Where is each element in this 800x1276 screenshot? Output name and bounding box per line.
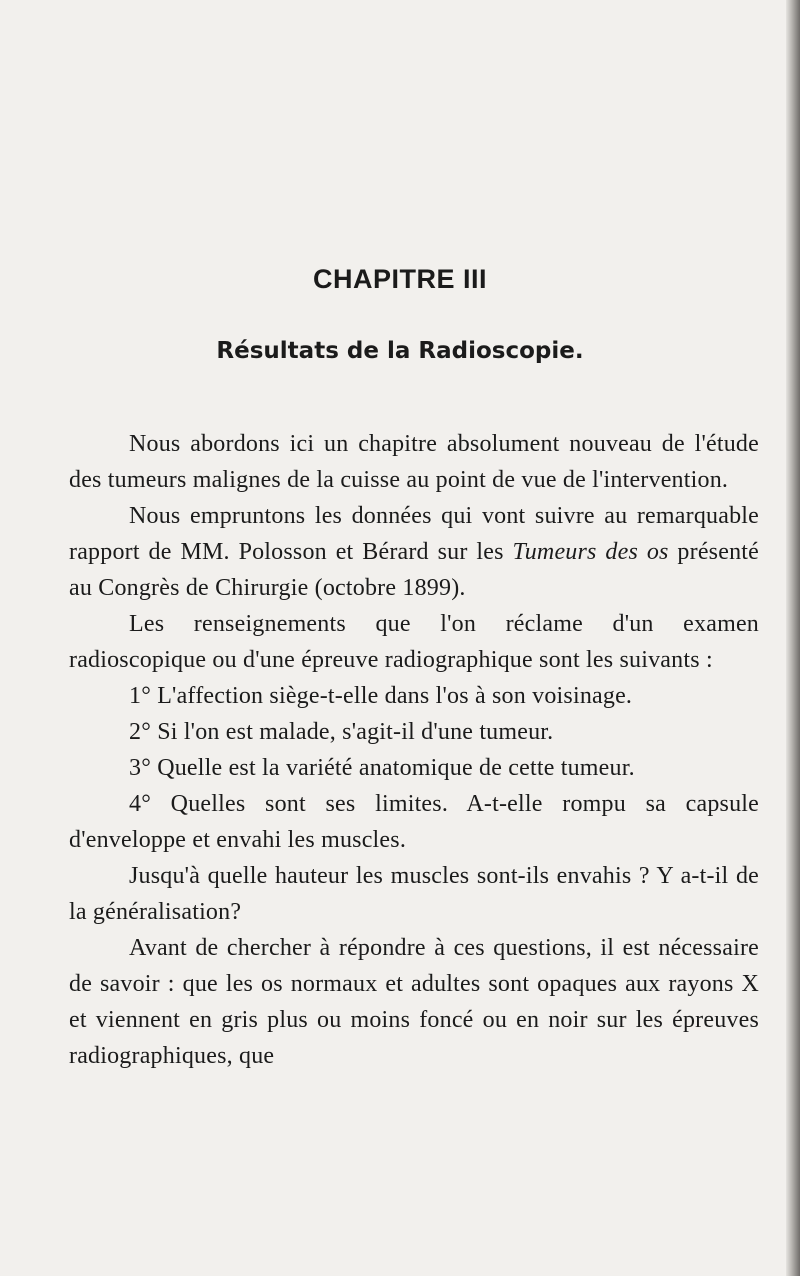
list-item: 2° Si l'on est malade, s'agit-il d'une tumeur. xyxy=(129,719,554,745)
paragraph-intro: Nous abordons ici un chapitre absolument nouveau de l'étude des tumeurs malignes de la cuisse au point de vue de l'intervention. xyxy=(69,431,759,493)
list-item: 1° L'affection siège-t-elle dans l'os à son voisinage. xyxy=(129,683,633,709)
paragraph-source xyxy=(69,498,759,606)
paragraph-source-tail: présenté au Congrès de Chirurgie (octobre 1899). xyxy=(69,539,759,601)
paragraph-limits: 4° Quelles sont ses limites. A-t-elle rompu sa capsule d'enveloppe et envahi les muscles. xyxy=(69,791,759,853)
page-edge-shadow xyxy=(786,0,800,1276)
paragraph-questions-intro: Les renseignements que l'on réclame d'un examen radioscopique ou d'une épreuve radiographique sont les suivants : xyxy=(69,611,759,673)
section-title: Résultats de la Radioscopie. xyxy=(216,338,584,364)
paragraph-bones: Avant de chercher à répondre à ces questions, il est nécessaire de savoir : que les os normaux et adultes sont opaques aux rayons X et viennent en gris plus ou moins foncé ou en noir sur les épreuves radiographiques, que xyxy=(69,935,759,1069)
body-text xyxy=(69,426,759,1074)
paragraph-source-italic: Tumeurs des os xyxy=(512,539,669,565)
chapter-title: CHAPITRE III xyxy=(312,264,487,294)
list-item: 3° Quelle est la variété anatomique de cette tumeur. xyxy=(129,755,635,781)
paragraph-extent: Jusqu'à quelle hauteur les muscles sont-ils envahis ? Y a-t-il de la généralisation? xyxy=(69,863,759,925)
paragraph-source-text: Nous empruntons les données qui vont suivre au remarquable rapport de MM. Polosson et Bérard sur les xyxy=(69,503,759,565)
